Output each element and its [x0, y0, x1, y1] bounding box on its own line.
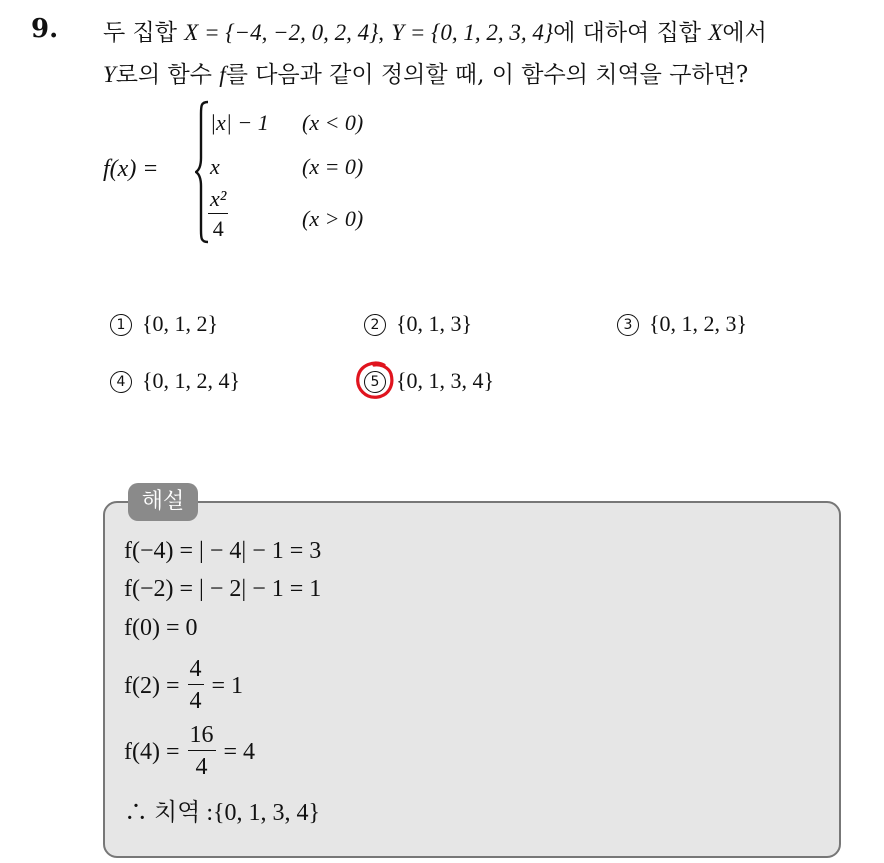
fraction [188, 722, 216, 782]
solution-rhs: = 1 [211, 672, 244, 699]
case-1-condition: (x < 0) [302, 110, 364, 135]
solution-line-2: f(−2) = | − 2| − 1 = 1 [124, 576, 322, 602]
numerator: x² [208, 187, 228, 214]
choice-number-4: 4 [110, 371, 132, 393]
solution-line-5 [124, 722, 255, 782]
question-text: 두 집합 [103, 20, 177, 46]
numerator: 4 [188, 656, 204, 685]
question-text: 를 다음과 같이 정의할 때, 이 함수의 치역을 구하면? [225, 62, 749, 88]
choice-number-2: 2 [364, 314, 386, 336]
solution-line-3: f(0) = 0 [124, 615, 198, 641]
choice-3[interactable] [617, 311, 747, 337]
set-y-definition: Y = {0, 1, 2, 3, 4} [391, 20, 554, 45]
left-brace [195, 100, 209, 244]
choice-text: {0, 1, 2} [142, 311, 219, 336]
fraction [208, 187, 228, 243]
choice-number-3: 3 [617, 314, 639, 336]
case-2-condition: (x = 0) [302, 154, 364, 179]
question-text: 에서 [722, 20, 767, 46]
question-line-2 [103, 56, 748, 89]
solution-lhs: f(2) = [124, 672, 180, 699]
function-symbol: f [219, 62, 226, 87]
denominator: 4 [212, 216, 224, 242]
question-text: 에 대하여 집합 [553, 20, 702, 46]
case-2-expression: x [210, 154, 220, 179]
choice-2[interactable] [364, 311, 472, 337]
answer-mark-circle [354, 359, 396, 401]
choice-text: {0, 1, 2, 4} [142, 368, 241, 393]
choice-4[interactable] [110, 368, 240, 394]
fraction [188, 656, 204, 716]
denominator: 4 [189, 688, 202, 715]
choice-text: {0, 1, 2, 3} [649, 311, 748, 336]
question-text: 로의 함수 [115, 62, 212, 88]
solution-line-4 [124, 656, 243, 716]
solution-line-1: f(−4) = | − 4| − 1 = 3 [124, 538, 322, 564]
solution-lhs: f(4) = [124, 738, 180, 765]
function-lhs: f(x) = [103, 156, 159, 182]
choice-1[interactable] [110, 311, 218, 337]
set-y-symbol: Y [103, 62, 116, 87]
question-line-1 [103, 14, 767, 47]
denominator: 4 [195, 754, 208, 781]
solution-tag: 해설 [128, 483, 198, 521]
choice-text: {0, 1, 3, 4} [396, 368, 495, 393]
choice-number-1: 1 [110, 314, 132, 336]
choice-number-5: 5 [364, 371, 386, 393]
set-x-definition: X = {−4, −2, 0, 2, 4}, [184, 20, 385, 45]
question-number: 9. [31, 14, 59, 44]
solution-line-6: ∴ 치역 :{0, 1, 3, 4} [124, 800, 321, 826]
choice-text: {0, 1, 3} [396, 311, 473, 336]
case-1-expression: |x| − 1 [210, 110, 269, 135]
case-3-expression [208, 186, 228, 243]
numerator: 16 [188, 722, 216, 751]
case-3-condition: (x > 0) [302, 206, 364, 231]
set-x-symbol: X [708, 20, 723, 45]
solution-rhs: = 4 [223, 738, 256, 765]
